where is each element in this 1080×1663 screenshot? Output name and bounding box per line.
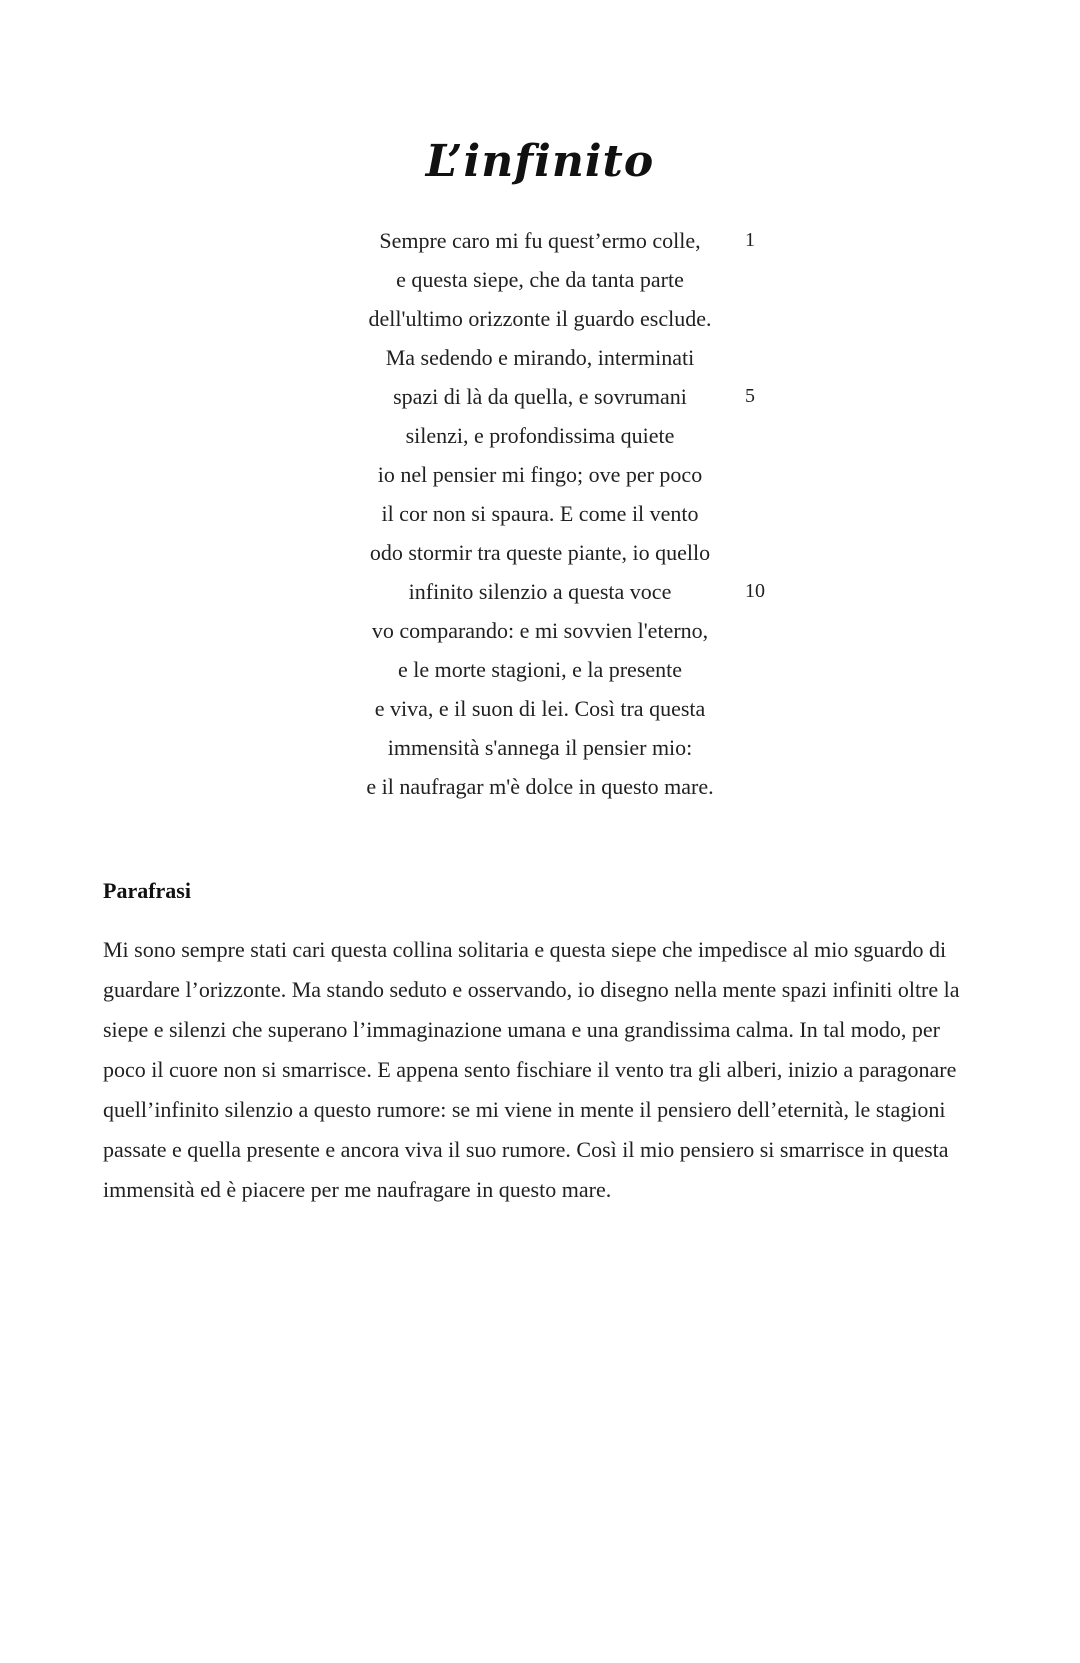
document-page: [0, 136, 1080, 1210]
poem-line-text: silenzi, e profondissima quiete: [405, 423, 675, 448]
poem-line-text: io nel pensier mi fingo; ove per poco: [377, 462, 703, 487]
poem-line: [103, 494, 977, 533]
poem-line-text: il cor non si spaura. E come il vento: [381, 501, 699, 526]
poem-line-text: e questa siepe, che da tanta parte: [396, 267, 684, 292]
poem-line-text: e il naufragar m'è dolce in questo mare.: [366, 774, 714, 799]
poem-line: [103, 728, 977, 767]
poem-line-text: spazi di là da quella, e sovrumani: [393, 384, 687, 409]
poem-line-text: immensità s'annega il pensier mio:: [387, 735, 693, 760]
poem-line-text: vo comparando: e mi sovvien l'eterno,: [371, 618, 709, 643]
poem-line-text: odo stormir tra queste piante, io quello: [369, 540, 711, 565]
poem-line: [103, 260, 977, 299]
poem-line-text: dell'ultimo orizzonte il guardo esclude.: [368, 306, 712, 331]
parafrasi-heading: Parafrasi: [103, 878, 191, 903]
poem-line-text: e viva, e il suon di lei. Così tra questa: [374, 696, 706, 721]
poem-line-text: Sempre caro mi fu quest’ermo colle,: [379, 228, 701, 253]
poem-line: [103, 455, 977, 494]
poem-line-number: 10: [745, 580, 765, 602]
poem-line-text: Ma sedendo e mirando, interminati: [385, 345, 695, 370]
poem-block: [103, 221, 977, 806]
poem-line: [103, 416, 977, 455]
poem-line: [103, 611, 977, 650]
poem-line: [103, 533, 977, 572]
poem-line-text: infinito silenzio a questa voce: [408, 579, 672, 604]
poem-line: [103, 689, 977, 728]
poem-line: [103, 338, 977, 377]
parafrasi-body: Mi sono sempre stati cari questa collina solitaria e questa siepe che impedisce al mio sguardo di guardare l’orizzonte. Ma stando seduto e osservando, io disegno nella mente spazi infiniti oltre la siepe e silenzi che superano l’immaginazione umana e una grandissima calma. In tal modo, per poco il cuore non si smarrisce. E appena sento fischiare il vento tra gli alberi, inizio a paragonare quell’infinito silenzio a questo rumore: se mi viene in mente il pensiero dell’eternità, le stagioni passate e quella presente e ancora viva il suo rumore. Così il mio pensiero si smarrisce in questa immensità ed è piacere per me naufragare in questo mare.: [103, 937, 960, 1202]
poem-line-number: 5: [745, 385, 755, 407]
poem-line: [103, 299, 977, 338]
poem-line: [103, 377, 977, 416]
poem-line-text: e le morte stagioni, e la presente: [397, 657, 683, 682]
poem-line: [103, 650, 977, 689]
poem-line: [103, 572, 977, 611]
document-title: L’infinito: [425, 136, 655, 187]
poem-line: [103, 221, 977, 260]
poem-line-number: 1: [745, 229, 755, 251]
poem-line: [103, 767, 977, 806]
